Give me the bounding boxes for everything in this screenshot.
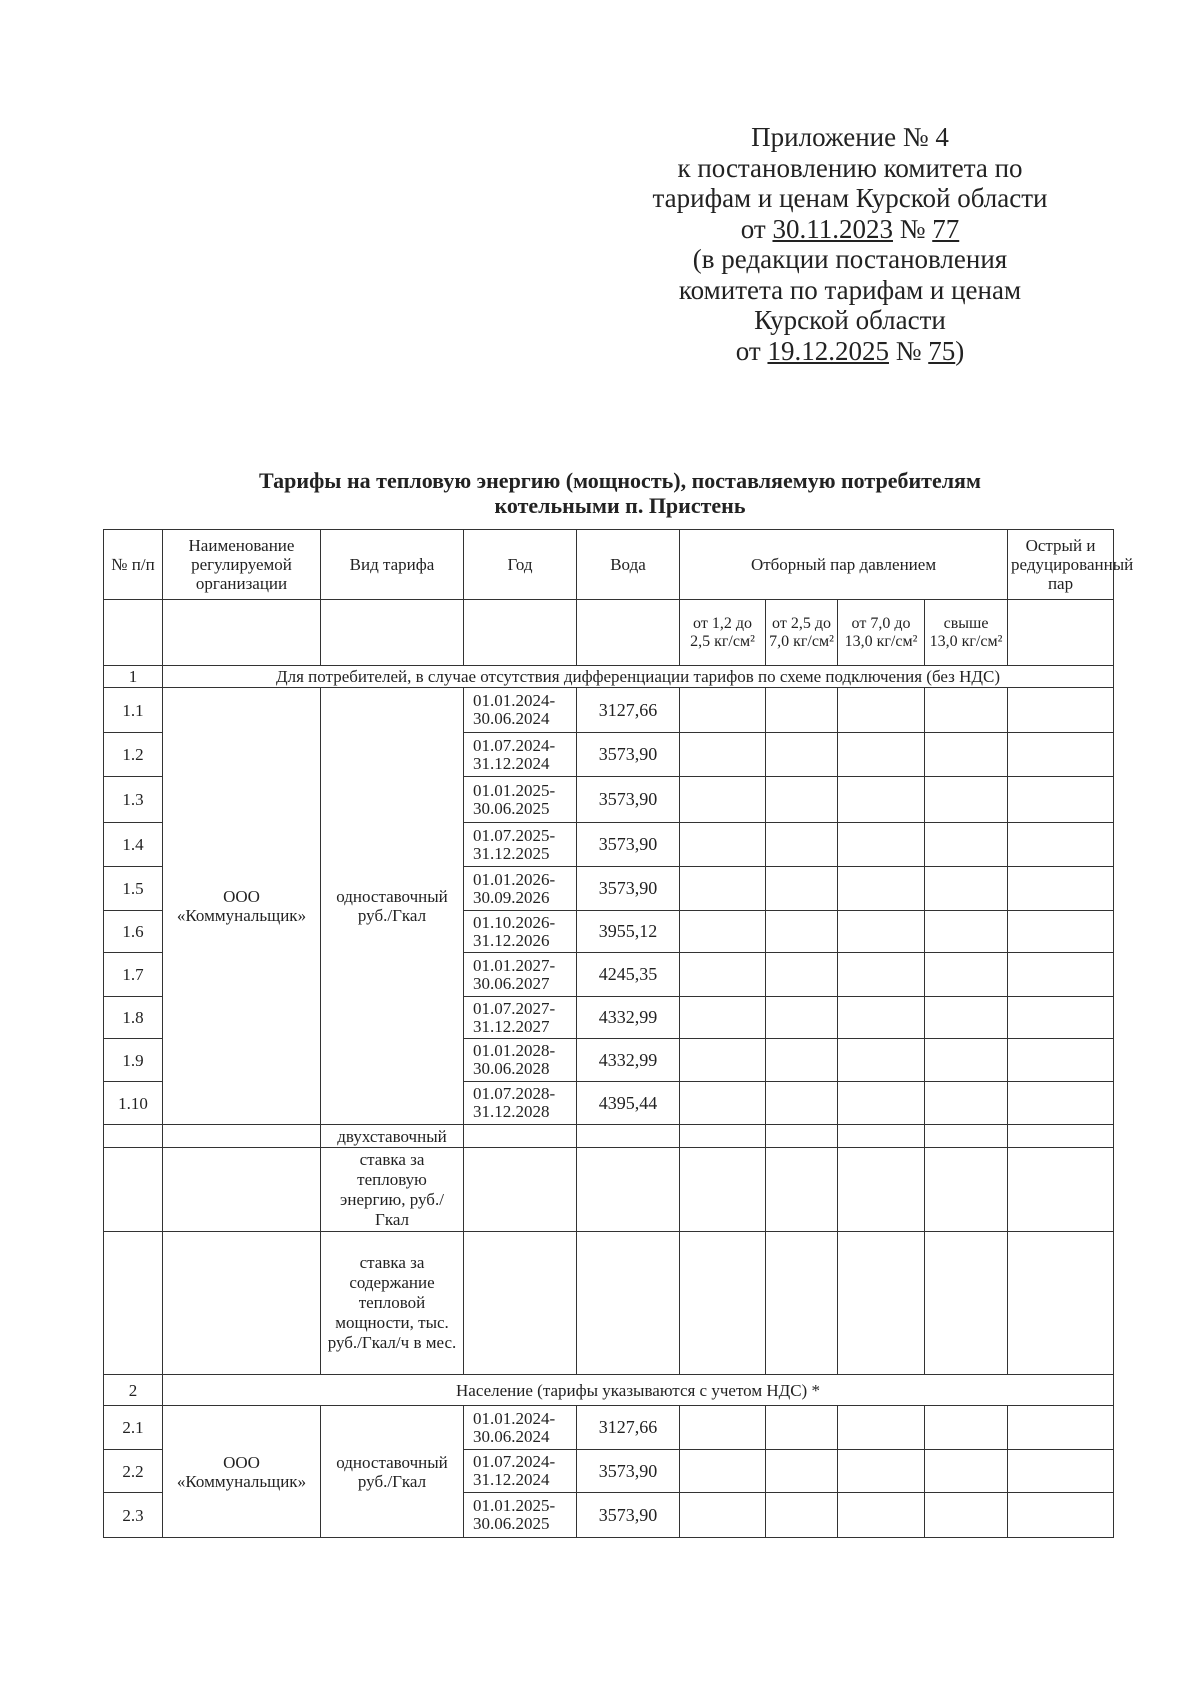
header-water: Вода xyxy=(577,530,680,600)
table-row: 2.2 01.07.2024-31.12.2024 3573,90 xyxy=(104,1450,1114,1493)
table-row: 1.1 ООО «Коммунальщик» одноставочный руб./Гкал 01.01.2024-30.06.2024 3127,66 xyxy=(104,688,1114,733)
steam-range-3: от 7,0 до 13,0 кг/см² xyxy=(838,600,925,666)
header-line-8: от 19.12.2025 № 75) xyxy=(735,335,965,366)
steam-range-1: от 1,2 до 2,5 кг/см² xyxy=(680,600,766,666)
header-line-4: от 30.11.2023 № 77 xyxy=(740,213,960,244)
section-label: Население (тарифы указываются с учетом НДС) * xyxy=(163,1375,1114,1406)
decree-date: 30.11.2023 xyxy=(772,213,893,244)
rate-energy: ставка за тепловую энергию, руб./Гкал xyxy=(321,1148,464,1232)
rate-capacity: ставка за содержание тепловой мощности, тыс. руб./Гкал/ч в мес. xyxy=(321,1232,464,1375)
table-row: 1.10 01.07.2028-31.12.2028 4395,44 xyxy=(104,1082,1114,1125)
header-steam: Отборный пар давлением xyxy=(680,530,1008,600)
document-header xyxy=(640,122,1060,366)
tariff-type-two-rate: двухставочный xyxy=(321,1125,464,1148)
header-line-2: к постановлению комитета по xyxy=(677,152,1023,183)
table-title: Тарифы на тепловую энергию (мощность), поставляемую потребителям котельными п. Пристень xyxy=(259,468,981,518)
header-tariff-type: Вид тарифа xyxy=(321,530,464,600)
decree-number: 77 xyxy=(932,213,960,244)
section-number: 1 xyxy=(104,666,163,688)
header-line-6: комитета по тарифам и ценам xyxy=(678,274,1022,305)
header-line-3: тарифам и ценам Курской области xyxy=(652,183,1048,213)
edition-date: 19.12.2025 xyxy=(767,335,889,366)
header-num: № п/п xyxy=(104,530,163,600)
appendix-title: Приложение № 4 xyxy=(751,122,949,152)
table-row: 1.7 01.01.2027-30.06.2027 4245,35 xyxy=(104,953,1114,997)
steam-range-4: свыше 13,0 кг/см² xyxy=(925,600,1008,666)
header-line-7: Курской области xyxy=(754,305,946,335)
table-row: 1.8 01.07.2027-31.12.2027 4332,99 xyxy=(104,997,1114,1039)
table-row: 1.3 01.01.2025-30.06.2025 3573,90 xyxy=(104,777,1114,823)
table-row: 2.1 ООО «Коммунальщик» одноставочный руб./Гкал 01.01.2024-30.06.2024 3127,66 xyxy=(104,1406,1114,1450)
table-row: 1.4 01.07.2025-31.12.2025 3573,90 xyxy=(104,823,1114,867)
table-row: 2.3 01.01.2025-30.06.2025 3573,90 xyxy=(104,1493,1114,1538)
org-name: ООО «Коммунальщик» xyxy=(163,688,321,1125)
section-number: 2 xyxy=(104,1375,163,1406)
table-row: 1.9 01.01.2028-30.06.2028 4332,99 xyxy=(104,1039,1114,1082)
edition-number: 75 xyxy=(928,335,956,366)
tariff-type-one-rate: одноставочный руб./Гкал xyxy=(321,688,464,1125)
table-row: 1.2 01.07.2024-31.12.2024 3573,90 xyxy=(104,733,1114,777)
header-year: Год xyxy=(464,530,577,600)
table-row: 1.5 01.01.2026-30.09.2026 3573,90 xyxy=(104,867,1114,911)
org-name: ООО «Коммунальщик» xyxy=(163,1406,321,1538)
section-label: Для потребителей, в случае отсутствия дифференциации тарифов по схеме подключения (без НДС) xyxy=(163,666,1114,688)
steam-range-2: от 2,5 до 7,0 кг/см² xyxy=(766,600,838,666)
header-org: Наименование регулируемой организации xyxy=(163,530,321,600)
tariff-type-one-rate: одноставочный руб./Гкал xyxy=(321,1406,464,1538)
table-row: 1.6 01.10.2026-31.12.2026 3955,12 xyxy=(104,911,1114,953)
header-line-5: (в редакции постановления xyxy=(692,244,1008,274)
header-sharp-steam: Острый и редуцированный пар xyxy=(1008,530,1114,600)
tariff-table xyxy=(103,529,1134,1538)
